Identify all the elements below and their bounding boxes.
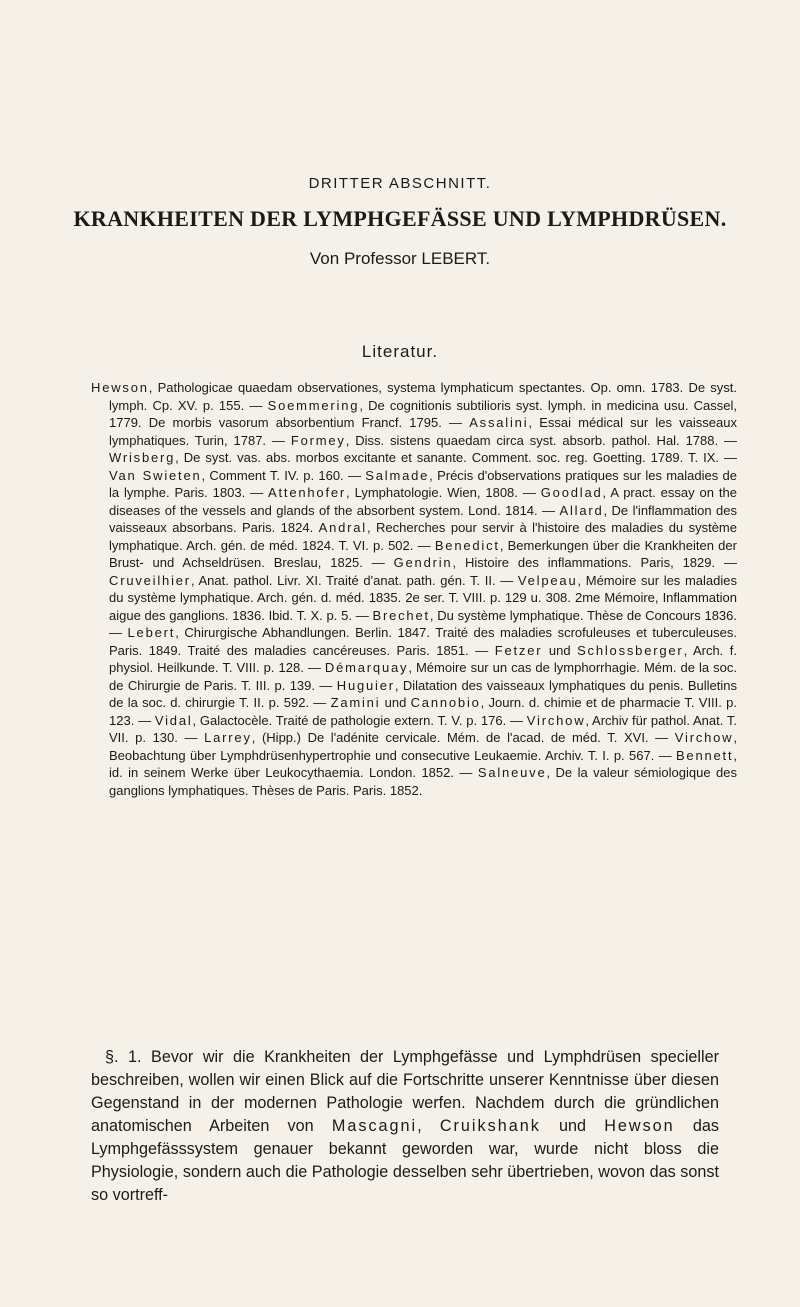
author-name: Zamini — [330, 695, 381, 710]
citation-text: , Histoire des inflammations. Paris, 1829. — — [452, 555, 737, 570]
author-line: Von Professor LEBERT. — [309, 249, 491, 268]
citation-text: und — [542, 642, 578, 658]
author-name: Hewson — [604, 1117, 675, 1135]
citation-text: , Arch. f. physiol. Heilkunde. T. VIII. p. 128. — — [109, 642, 737, 675]
citation-text: , Dilatation des vaisseaux lymphatiques du penis. Bulletins de la soc. d. chirurgie T. II. p. 592. — — [109, 677, 737, 710]
author-name: Soemmering — [267, 397, 360, 413]
paragraph-text: §. 1. Bevor wir die Krankheiten der Lymphgefässe und Lymphdrüsen specieller beschreiben, wollen wir einen Blick auf die Fortschritte unserer Kenntnisse über diesen Gegenstand in der modernen Pathologie werfen. Nachdem durch die gründlichen anatomischen Arbeiten von — [91, 1048, 719, 1135]
author-name: Brechet — [372, 607, 430, 623]
paragraph-text: das Lymphgefässsystem genauer bekannt geworden war, wurde nicht bloss die Physiologie, sondern auch die Pathologie desselben sehr übertrieben, wovon das sonst so vortreff- — [91, 1117, 719, 1204]
author-name: Benedict — [434, 537, 500, 553]
citation-text: , Recherches pour servir à l'histoire des maladies du système lymphatique. Arch. gén. de méd. 1824. T. VI. p. 502. — — [109, 520, 737, 553]
citation-text: , Beobachtung über Lymphdrüsenhypertrophie und consecutive Leukaemie. Archiv. T. I. p. 567. — — [109, 730, 737, 763]
author-name: Attenhofer — [268, 485, 347, 500]
citation-text: , A pract. essay on the diseases of the vessels and glands of the absorbent system. Lond. 1814. — — [109, 485, 737, 518]
citation-text: , id. in seinem Werke über Leukocythaemia. London. 1852. — — [109, 747, 737, 780]
paragraph-text: und — [540, 1117, 605, 1135]
citation-text: , Précis d'observations pratiques sur les maladies de la lymphe. Paris. 1803. — — [109, 467, 738, 500]
author-name: Larrey — [204, 730, 252, 745]
citation-text: , (Hipp.) De l'adénite cervicale. Mém. de l'acad. de méd. T. XVI. — — [251, 730, 675, 745]
paragraph-text: , — [417, 1117, 440, 1135]
section-title: DRITTER ABSCHNITT. — [308, 175, 492, 192]
author-name: Formey — [290, 432, 346, 448]
author-name: Vidal — [154, 712, 193, 728]
author-name: Andral — [318, 520, 367, 535]
citation-text: , Mémoire sur les maladies du système lymphatique. Arch. gén. d. méd. 1835. 2e ser. T. VIII. p. 129 u. 308. 2me Mémoire, Inflammation aigue des ganglions. 1836. Ibid. T. X. p. 5. — — [109, 572, 737, 623]
author-name: Huguier — [336, 677, 395, 693]
author-name: Virchow — [674, 730, 734, 745]
author-name: Cruveilhier — [109, 572, 191, 588]
citation-text: , Du système lymphatique. Thèse de Concours 1836. — — [109, 607, 737, 640]
author-name: Wrisberg — [109, 450, 176, 465]
author-name: Salneuve — [477, 765, 547, 780]
author-name: Hewson — [91, 380, 149, 395]
author-name: Schlossberger — [577, 642, 684, 658]
citation-text: , Bemerkungen über die Krankheiten der Brust- und Achseldrüsen. Breslau, 1825. — — [109, 537, 737, 570]
citation-text: , Journ. d. chimie et de pharmacie T. VIII. p. 123. — — [109, 695, 737, 728]
author-name: Démarquay — [324, 660, 409, 675]
author-name: Allard — [559, 502, 604, 518]
author-name: Fetzer — [494, 642, 543, 658]
citation-text: , Chirurgische Abhandlungen. Berlin. 1847. Traité des maladies scrofuleuses et tuberculeuses. Paris. 1849. Traité des maladies cancéreuses. Paris. 1851. — — [109, 625, 737, 658]
author-name: Cruikshank — [439, 1117, 541, 1135]
author-name: Velpeau — [517, 572, 578, 588]
citation-text: , Anat. pathol. Livr. XI. Traité d'anat. path. gén. T. II. — — [190, 572, 518, 588]
author-name: Goodlad — [540, 485, 603, 500]
citation-text: , De la valeur sémiologique des ganglions lymphatiques. Thèses de Paris. Paris. 1852. — [109, 765, 737, 798]
citation-text: , Galactocèle. Traité de pathologie extern. T. V. p. 176. — — [192, 712, 527, 728]
citation-text: , De l'inflammation des vaisseaux absorbans. Paris. 1824. — [109, 502, 737, 535]
author-name: Gendrin — [393, 555, 453, 570]
author-name: Van Swieten — [109, 467, 202, 483]
author-name: Mascagni — [331, 1117, 418, 1135]
citation-text: , Essai médical sur les vaisseaux lymphatiques. Turin, 1787. — — [109, 415, 737, 448]
author-name: Bennett — [675, 747, 734, 763]
citation-text: , Comment T. IV. p. 160. — — [201, 467, 366, 483]
chapter-title: KRANKHEITEN DER LYMPHGEFÄSSE UND LYMPHDRÜSEN. — [73, 206, 727, 231]
citation-text: , De cognitionis subtilioris syst. lymph. in medicina usu. Cassel, 1779. De morbis vasorum absorbentium Francf. 1795. — — [109, 397, 737, 430]
citation-text: , Pathologicae quaedam observationes, systema lymphaticum spectantes. Op. omn. 1783. De syst. lymph. Cp. XV. p. 155. — — [109, 380, 737, 413]
citation-text: und — [380, 695, 411, 710]
author-name: Cannobio — [410, 695, 481, 710]
author-name: Assalini — [469, 415, 529, 430]
citation-text: , Mémoire sur un cas de lymphorrhagie. Mém. de la soc. de Chirurgie de Paris. T. III. p. 139. — — [109, 660, 737, 693]
citation-text: , Lymphatologie. Wien, 1808. — — [346, 485, 541, 500]
author-name: Virchow — [526, 712, 586, 728]
citation-text: , Archiv für pathol. Anat. T. VII. p. 130. — — [109, 712, 737, 745]
author-name: Salmade — [365, 467, 430, 483]
citation-text: , De syst. vas. abs. morbos excitante et sanante. Comment. soc. reg. Goetting. 1789. T. IX. — — [175, 450, 737, 465]
citation-text: , Diss. sistens quaedam circa syst. absorb. pathol. Hal. 1788. — — [345, 432, 737, 448]
body-paragraph — [91, 1046, 719, 1207]
bibliography — [91, 379, 737, 799]
literature-heading: Literatur. — [361, 342, 439, 361]
author-name: Lebert — [127, 625, 176, 640]
